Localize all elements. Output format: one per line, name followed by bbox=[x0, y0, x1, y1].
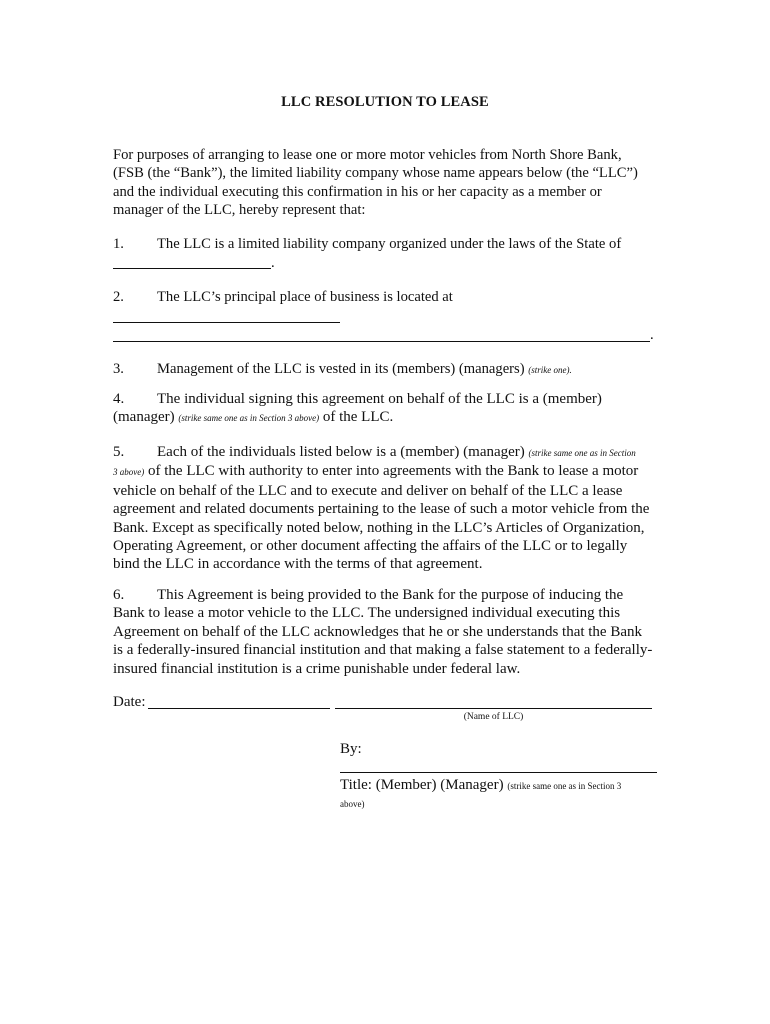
item-5-note-2: 3 above) bbox=[113, 467, 145, 478]
intro-line: and the individual executing this confirmation in his or her capacity as a member or bbox=[113, 183, 602, 200]
item-6-line: Agreement on behalf of the LLC acknowledges that he or she understands that the Bank bbox=[113, 623, 643, 640]
item-5 bbox=[113, 443, 661, 574]
item-5-line: agreement and related documents pertaining to the lease of such a motor vehicle from the bbox=[113, 501, 650, 518]
document-title: LLC RESOLUTION TO LEASE bbox=[281, 94, 489, 110]
item-1 bbox=[113, 235, 661, 253]
item-6-line: Bank to lease a motor vehicle to the LLC. The undersigned individual executing this bbox=[113, 605, 621, 622]
item-4-line-1: The individual signing this agreement on behalf of the LLC is a (member) bbox=[157, 391, 602, 407]
item-5-line-1: Each of the individuals listed below is a (member) (manager) bbox=[157, 444, 525, 460]
item-3-text: Management of the LLC is vested in its (members) (managers) bbox=[157, 361, 525, 377]
intro-line: manager of the LLC, hereby represent that: bbox=[113, 202, 366, 219]
item-4 bbox=[113, 390, 661, 428]
date-blank-line[interactable] bbox=[148, 708, 330, 709]
item-3-note: (strike one). bbox=[528, 365, 572, 375]
item-6-line-1: This Agreement is being provided to the Bank for the purpose of inducing the bbox=[157, 587, 624, 603]
item-4-line-2b: of the LLC. bbox=[322, 409, 394, 426]
signature-blank-line[interactable] bbox=[340, 772, 657, 773]
item-2 bbox=[113, 288, 661, 306]
intro-line: For purposes of arranging to lease one or more motor vehicles from North Shore Bank, bbox=[113, 147, 622, 163]
item-5-line: bind the LLC in accordance with the terms of that agreement. bbox=[113, 556, 483, 573]
item-6-line: insured financial institution is a crime punishable under federal law. bbox=[113, 660, 521, 677]
item-5-note-1: (strike same one as in Section bbox=[528, 448, 636, 458]
title-note-2: above) bbox=[340, 799, 365, 809]
title-line bbox=[340, 777, 621, 794]
address-blank-line-2[interactable] bbox=[113, 341, 650, 342]
item-number: 5. bbox=[113, 444, 125, 460]
title-label: Title: (Member) (Manager) bbox=[340, 777, 504, 793]
item-5-line: vehicle on behalf of the LLC and to execute and deliver on behalf of the LLC a lease bbox=[113, 482, 623, 499]
item-6 bbox=[113, 586, 661, 678]
item-1-period: . bbox=[271, 255, 275, 271]
by-label: By: bbox=[340, 741, 362, 757]
item-4-note: (strike same one as in Section 3 above) bbox=[178, 413, 320, 424]
item-4-line-2a: (manager) bbox=[113, 409, 175, 426]
item-number: 2. bbox=[113, 289, 124, 305]
item-3 bbox=[113, 360, 661, 379]
item-5-line: Bank. Except as specifically noted below, nothing in the LLC’s Articles of Organization, bbox=[113, 519, 645, 536]
item-number: 4. bbox=[113, 391, 125, 407]
item-1-text: The LLC is a limited liability company organized under the laws of the State of bbox=[157, 236, 622, 252]
state-blank-line[interactable] bbox=[113, 268, 271, 269]
item-6-line: is a federally-insured financial institution and that making a false statement to a federally- bbox=[113, 642, 653, 659]
date-label: Date: bbox=[113, 694, 146, 710]
item-number: 3. bbox=[113, 361, 124, 377]
address-blank-line-1[interactable] bbox=[113, 322, 340, 323]
llc-name-caption: (Name of LLC) bbox=[463, 712, 524, 722]
item-number: 6. bbox=[113, 587, 125, 603]
item-number: 1. bbox=[113, 236, 124, 252]
title-note-1: (strike same one as in Section 3 bbox=[507, 781, 622, 791]
item-2-period: . bbox=[650, 327, 654, 343]
item-5-line: Operating Agreement, or other document affecting the affairs of the LLC or to legally bbox=[113, 538, 628, 555]
intro-line: (FSB (the “Bank”), the limited liability company whose name appears below (the “LLC”) bbox=[113, 165, 638, 182]
item-5-line-2: of the LLC with authority to enter into agreements with the Bank to lease a motor bbox=[148, 463, 639, 480]
item-2-text: The LLC’s principal place of business is located at bbox=[157, 289, 453, 305]
intro-paragraph bbox=[113, 146, 661, 220]
llc-name-blank-line[interactable] bbox=[335, 708, 652, 709]
